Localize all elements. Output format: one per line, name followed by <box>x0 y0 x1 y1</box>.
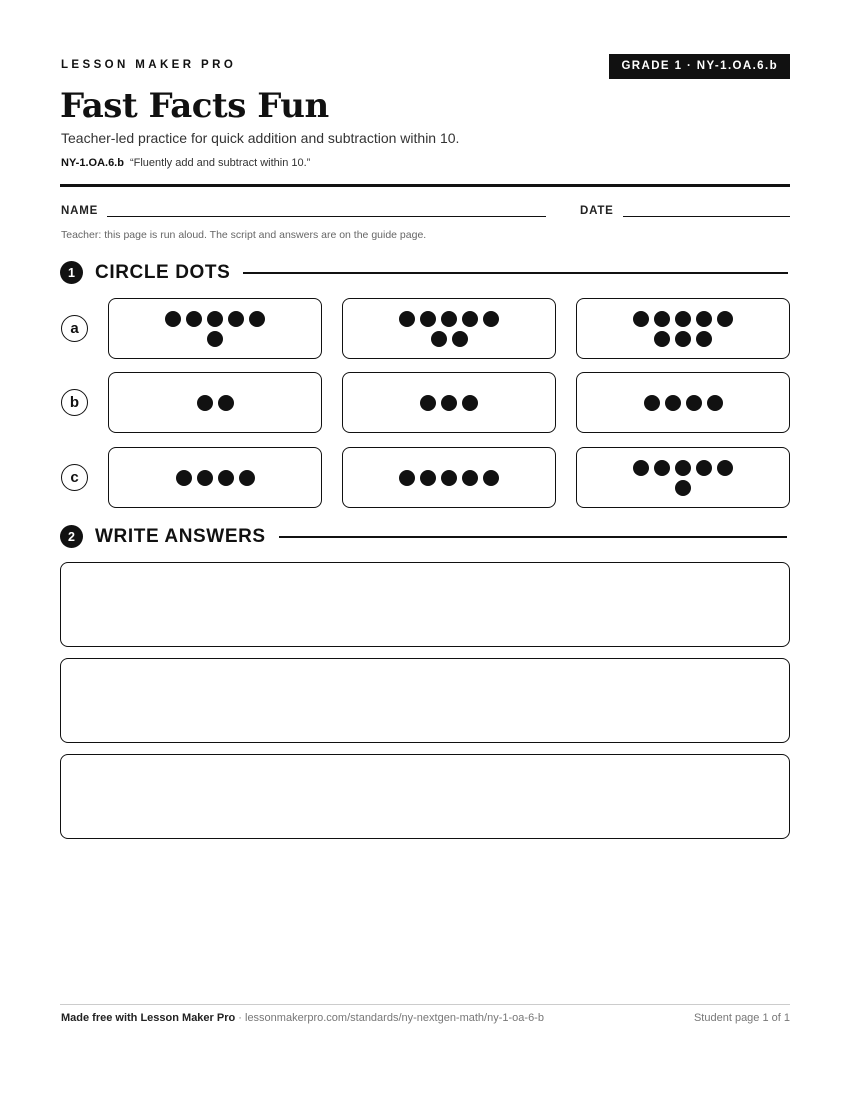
dot-card[interactable] <box>576 298 790 359</box>
dot-row <box>644 395 723 411</box>
dot[interactable] <box>239 470 255 486</box>
standard-code: NY-1.OA.6.b <box>61 157 124 169</box>
worksheet-subtitle: Teacher-led practice for quick addition and subtraction within 10. <box>61 130 460 146</box>
dot[interactable] <box>249 311 265 327</box>
answer-box[interactable] <box>60 562 790 647</box>
brand-name: LESSON MAKER PRO <box>61 59 237 71</box>
date-field[interactable] <box>623 216 790 217</box>
dot[interactable] <box>399 470 415 486</box>
dot[interactable] <box>186 311 202 327</box>
dot[interactable] <box>207 331 223 347</box>
dot-row <box>197 395 234 411</box>
dot-card[interactable] <box>342 372 556 433</box>
footer-made-with: Made free with Lesson Maker Pro <box>61 1012 236 1024</box>
date-label: DATE <box>580 205 614 217</box>
dot-row <box>165 311 265 327</box>
section-number: 2 <box>60 525 83 548</box>
dot[interactable] <box>441 395 457 411</box>
dot[interactable] <box>483 470 499 486</box>
section-rule <box>243 272 788 274</box>
dot-card[interactable] <box>342 447 556 508</box>
dot[interactable] <box>633 460 649 476</box>
dot[interactable] <box>462 470 478 486</box>
dot-row <box>633 311 733 327</box>
dot[interactable] <box>228 311 244 327</box>
dot[interactable] <box>654 331 670 347</box>
dot-row <box>431 331 468 347</box>
dot-row <box>399 311 499 327</box>
grade-badge: GRADE 1 · NY-1.OA.6.b <box>609 54 790 79</box>
dot-card[interactable] <box>108 447 322 508</box>
row-label-c: c <box>61 464 88 491</box>
dot[interactable] <box>665 395 681 411</box>
dot[interactable] <box>696 331 712 347</box>
section-number: 1 <box>60 261 83 284</box>
row-label-a: a <box>61 315 88 342</box>
worksheet-title: Fast Facts Fun <box>60 86 329 126</box>
dot[interactable] <box>420 470 436 486</box>
dot[interactable] <box>462 395 478 411</box>
footer-url: · lessonmakerpro.com/standards/ny-nextgen-math/ny-1-oa-6-b <box>235 1012 544 1024</box>
footer-divider <box>60 1004 790 1005</box>
dot[interactable] <box>686 395 702 411</box>
dot[interactable] <box>218 395 234 411</box>
answer-box[interactable] <box>60 658 790 743</box>
section-write-answers <box>60 525 787 548</box>
footer-credit <box>61 1012 544 1024</box>
dot-card[interactable] <box>108 372 322 433</box>
dot[interactable] <box>675 480 691 496</box>
section-title: CIRCLE DOTS <box>95 261 231 283</box>
dot[interactable] <box>165 311 181 327</box>
dot[interactable] <box>197 395 213 411</box>
dot-row <box>675 480 691 496</box>
dot[interactable] <box>441 311 457 327</box>
dot-card[interactable] <box>108 298 322 359</box>
section-rule <box>279 536 787 538</box>
dot[interactable] <box>654 460 670 476</box>
dot[interactable] <box>218 470 234 486</box>
footer-page-number: Student page 1 of 1 <box>693 1012 790 1024</box>
dot-row <box>176 470 255 486</box>
dot[interactable] <box>696 460 712 476</box>
dot-row <box>399 470 499 486</box>
name-field[interactable] <box>107 216 546 217</box>
dot[interactable] <box>420 311 436 327</box>
dot[interactable] <box>696 311 712 327</box>
answer-box[interactable] <box>60 754 790 839</box>
dot[interactable] <box>462 311 478 327</box>
dot-row <box>207 331 223 347</box>
dot[interactable] <box>717 460 733 476</box>
dot[interactable] <box>675 331 691 347</box>
dot[interactable] <box>176 470 192 486</box>
dot-card[interactable] <box>342 298 556 359</box>
section-circle-dots <box>60 261 788 284</box>
dot[interactable] <box>675 311 691 327</box>
dot[interactable] <box>441 470 457 486</box>
dot[interactable] <box>675 460 691 476</box>
dot-card[interactable] <box>576 372 790 433</box>
dot[interactable] <box>452 331 468 347</box>
dot-row <box>654 331 712 347</box>
dot[interactable] <box>644 395 660 411</box>
dot[interactable] <box>633 311 649 327</box>
header-divider <box>60 184 790 187</box>
standard-line <box>61 157 310 169</box>
standard-text: “Fluently add and subtract within 10.” <box>129 157 311 169</box>
dot-row <box>633 460 733 476</box>
dot[interactable] <box>399 311 415 327</box>
dot[interactable] <box>431 331 447 347</box>
dot[interactable] <box>483 311 499 327</box>
name-label: NAME <box>61 205 99 217</box>
dot-row <box>420 395 478 411</box>
dot[interactable] <box>207 311 223 327</box>
dot[interactable] <box>717 311 733 327</box>
row-label-b: b <box>61 389 88 416</box>
dot[interactable] <box>420 395 436 411</box>
section-title: WRITE ANSWERS <box>95 525 266 547</box>
dot[interactable] <box>707 395 723 411</box>
dot[interactable] <box>197 470 213 486</box>
teacher-note: Teacher: this page is run aloud. The script and answers are on the guide page. <box>61 229 427 241</box>
dot-card[interactable] <box>576 447 790 508</box>
dot[interactable] <box>654 311 670 327</box>
